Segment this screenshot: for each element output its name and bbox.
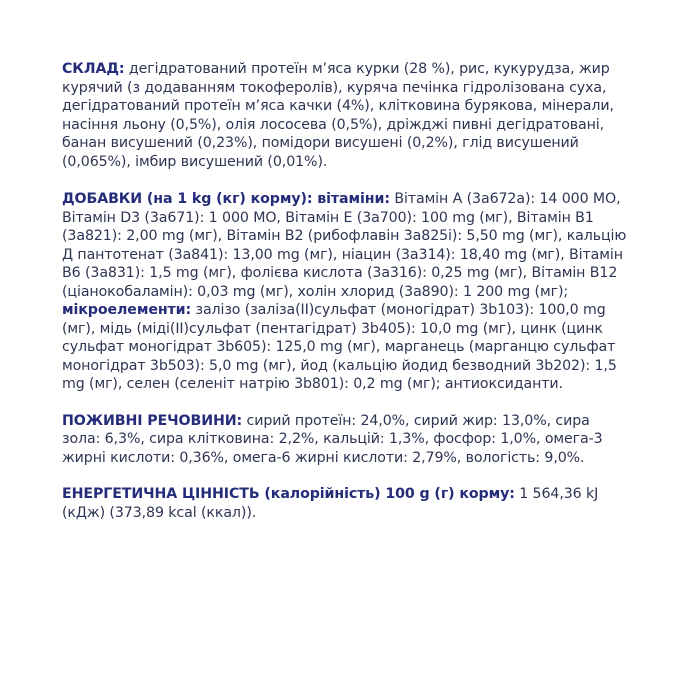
energy-section (62, 485, 630, 522)
trace-elements-text: залізо (заліза(II)сульфат (моногідрат) 3b103): 100,0 mg (мг), мідь (міді(II)сульфат (пентагідрат) 3b405): 10,0 mg (мг), цинк (цинк сульфат моногідрат 3b605): 125,0 mg (мг), марганець (марганцю сульфат моногідрат 3b503): 5,0 mg (мг), йод (кальцію йодид безводний 3b202): 1,5 mg (мг), селен (селеніт натрію 3b801): 0,2 mg (мг); антиоксиданти. (62, 302, 617, 392)
trace-elements-heading: мікроелементи: (62, 302, 192, 318)
additives-section (62, 190, 630, 394)
energy-text: 1 564,36 kJ (кДж) (373,89 kcal (ккал)). (62, 486, 599, 521)
product-label-text (62, 60, 630, 522)
additives-heading: ДОБАВКИ (на 1 kg (кг) корму): (62, 191, 313, 207)
composition-section (62, 60, 630, 171)
composition-text: дегідратований протеїн м’яса курки (28 %), рис, кукурудза, жир курячий (з додаванням токоферолів), куряча печінка гідролізована суха, дегідратований протеїн м’яса качки (4%), клітковина бурякова, мінерали, насіння льону (0,5%), олія лососева (0,5%), дріжджі пивні дегідратовані, банан висушений (0,23%), помідори висушені (0,2%), глід висушений (0,065%), імбир висушений (0,01%). (62, 61, 614, 170)
composition-heading: СКЛАД: (62, 61, 125, 77)
vitamins-heading: вітаміни: (312, 191, 390, 207)
vitamins-text: Вітамін A (3a672a): 14 000 МО, Вітамін D3 (3a671): 1 000 МО, Вітамін E (3a700): 100 mg (мг), Вітамін B1 (3a821): 2,00 mg (мг), Вітамін B2 (рибофлавін 3a825i): 5,50 mg (мг), кальцію Д пантотенат (3a841): 13,00 mg (мг), ніацин (3a314): 18,40 mg (мг), Вітамін B6 (3a831): 1,5 mg (мг), фолієва кислота (3a316): 0,25 mg (мг), Вітамін B12 (ціанокобаламін): 0,03 mg (мг), холін хлорид (3a890): 1 200 mg (мг); (62, 191, 627, 300)
energy-heading: ЕНЕРГЕТИЧНА ЦІННІСТЬ (калорійність) 100 g (г) корму: (62, 486, 515, 502)
nutrients-text: сирий протеїн: 24,0%, сирий жир: 13,0%, сира зола: 6,3%, сира клітковина: 2,2%, кальцій: 1,3%, фосфор: 1,0%, омега-3 жирні кислоти: 0,36%, омега-6 жирні кислоти: 2,79%, вологість: 9,0%. (62, 412, 603, 466)
nutrients-heading: ПОЖИВНІ РЕЧОВИНИ: (62, 412, 243, 429)
nutrients-section (62, 412, 630, 468)
